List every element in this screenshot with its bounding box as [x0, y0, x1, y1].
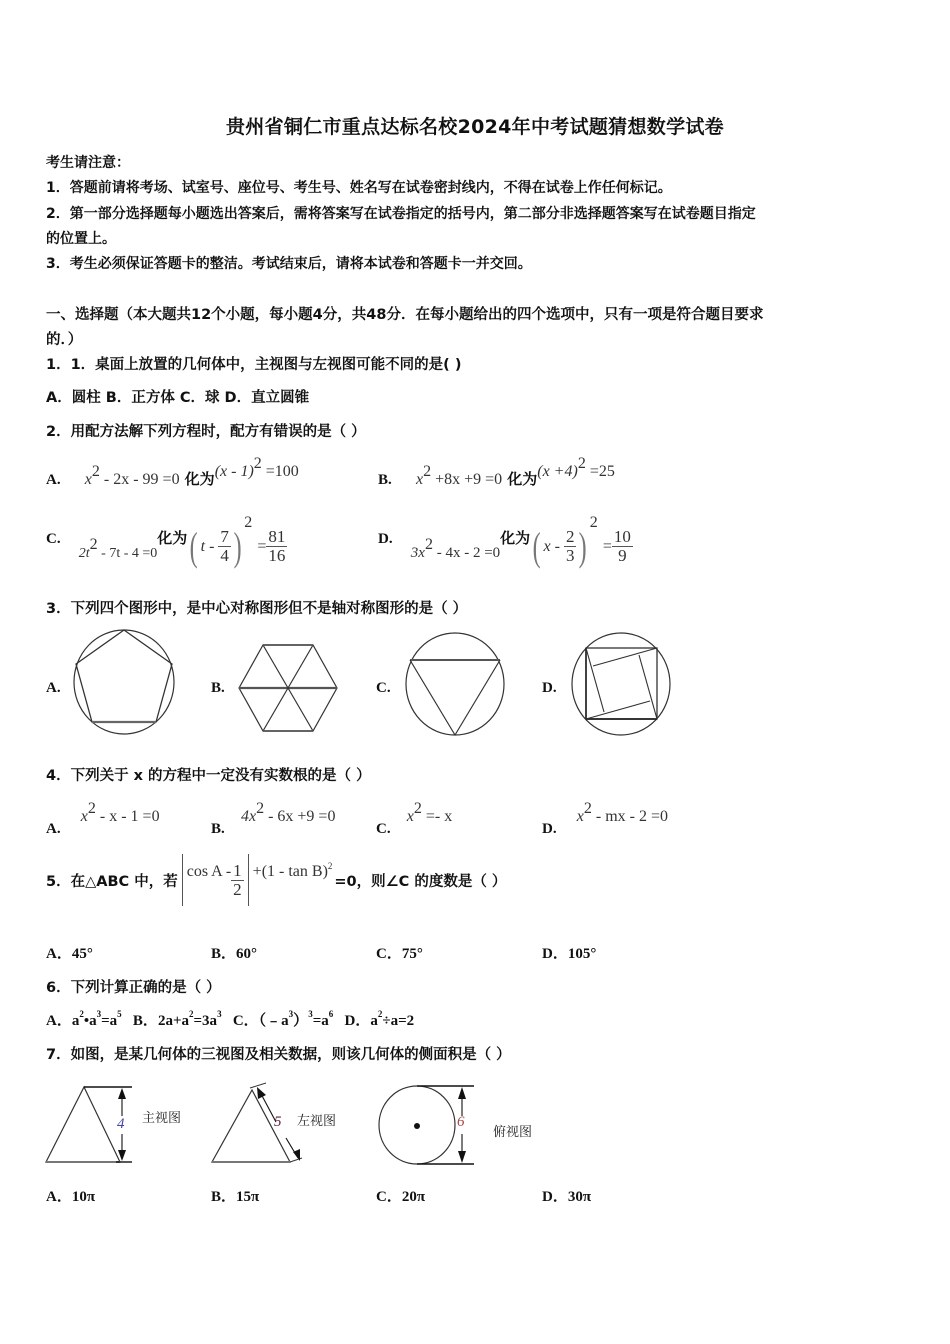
- stem-text: =0，则∠C 的度数是（ ）: [334, 873, 507, 890]
- math-expr: (x +4): [537, 463, 578, 480]
- math-expr: - 7t - 4 =0: [97, 546, 158, 561]
- equals: =: [602, 538, 612, 555]
- question-2-option-c[interactable]: [46, 514, 287, 576]
- option-label: B.: [211, 821, 225, 837]
- option-label: A.: [46, 472, 61, 488]
- figure-hexagon-with-diagonals[interactable]: [238, 644, 338, 732]
- right-paren: ): [579, 524, 588, 569]
- fraction: $\frac{10}{9}$: [613, 527, 631, 565]
- question-6-option-d[interactable]: D．$a^2\div a=2$: [344, 1009, 415, 1029]
- math-expr: - 4x - 2 =0: [432, 545, 501, 561]
- figure-triangle-in-circle[interactable]: [404, 632, 506, 736]
- fraction: $\frac{2}{3}$: [565, 527, 575, 565]
- math-expr: x: [415, 471, 424, 488]
- convert-word: 化为: [500, 529, 531, 547]
- question-2-option-b[interactable]: [378, 455, 615, 489]
- question-2-stem: 2．用配方法解下列方程时，配方有错误的是（ ）: [46, 424, 366, 440]
- option-label: D.: [378, 531, 393, 547]
- question-5-option-d[interactable]: D．105°: [542, 946, 597, 962]
- question-2-option-d[interactable]: [378, 514, 633, 576]
- math-expr: x -: [543, 538, 564, 555]
- math-expr: +8x +9 =0: [431, 471, 503, 488]
- question-1-stem: 1．1．桌面上放置的几何体中，主视图与左视图可能不同的是( ): [46, 357, 462, 373]
- front-view-label: 主视图: [142, 1111, 182, 1126]
- notice-item-1: 1．答题前请将考场、试室号、座位号、考生号、姓名写在试卷密封线内，不得在试卷上作任何标记。: [46, 180, 672, 196]
- question-6-option-a[interactable]: A．$a^2•a^3=a^5$: [46, 1009, 122, 1029]
- question-6-option-c[interactable]: C．$(﹣a^3)^3=a^6$: [232, 1009, 334, 1029]
- math-expr: t -: [200, 538, 219, 555]
- exponent: 2: [327, 861, 333, 871]
- convert-word: 化为: [157, 529, 188, 547]
- question-5-option-b[interactable]: B．60°: [211, 946, 258, 962]
- top-view-label: 俯视图: [493, 1125, 533, 1140]
- question-4-option-b[interactable]: [211, 800, 336, 837]
- math-expr: 2t: [78, 546, 90, 561]
- notice-heading: 考生请注意：: [46, 155, 130, 171]
- exponent: 2: [89, 536, 98, 553]
- right-paren: ): [233, 524, 242, 569]
- figure-front-view: [44, 1084, 140, 1166]
- math-expr: - 2x - 99 =0: [99, 471, 180, 488]
- left-view-dim: 5: [274, 1114, 282, 1130]
- question-7-stem: 7．如图，是某几何体的三视图及相关数据，则该几何体的侧面积是（ ）: [46, 1047, 511, 1063]
- math-expr: - x - 1 =0: [95, 808, 160, 825]
- notice-item-3: 3．考生必须保证答题卡的整洁。考试结束后，请将本试卷和答题卡一并交回。: [46, 256, 532, 272]
- question-2-option-a[interactable]: [46, 455, 299, 489]
- math-expr: (x - 1): [214, 463, 254, 480]
- exponent: 2: [244, 514, 253, 531]
- left-paren: (: [189, 524, 198, 569]
- question-5-stem: [46, 854, 506, 906]
- question-4-option-a[interactable]: [46, 800, 160, 837]
- exponent: 2: [589, 514, 598, 531]
- option-label: C.: [46, 531, 61, 547]
- equals: =: [257, 538, 267, 555]
- exponent: 2: [253, 455, 262, 472]
- math-expr: x: [84, 471, 92, 488]
- figure-left-view: [210, 1082, 306, 1168]
- question-7-option-b[interactable]: B．15π: [211, 1189, 260, 1205]
- exponent: 2: [413, 800, 422, 817]
- question-3-label-b[interactable]: B.: [211, 680, 225, 696]
- left-view-label: 左视图: [297, 1114, 337, 1129]
- question-7-option-a[interactable]: A．10π: [46, 1189, 96, 1205]
- math-expr: - 6x +9 =0: [264, 808, 336, 825]
- exponent: 2: [577, 455, 586, 472]
- question-3-label-d[interactable]: D.: [542, 680, 557, 696]
- stem-text: 5．在△ABC 中，若: [46, 873, 178, 890]
- fraction: $\frac{81}{16}$: [268, 527, 286, 565]
- math-expr: x: [80, 808, 88, 825]
- fraction: $\frac{1}{2}$: [233, 860, 242, 899]
- abs-bar-right: [248, 854, 249, 906]
- convert-word: 化为: [507, 470, 538, 488]
- math-expr: 4x: [240, 808, 257, 825]
- math-expr: =25: [585, 463, 615, 480]
- figure-pentagon-in-circle[interactable]: [72, 626, 178, 734]
- question-7-option-c[interactable]: C．20π: [376, 1189, 426, 1205]
- notice-item-2: 2．第一部分选择题每小题选出答案后，需将答案写在试卷指定的括号内，第二部分非选择题答案写在试卷题目指定: [46, 206, 756, 222]
- option-label: A.: [46, 821, 61, 837]
- question-1-options[interactable]: A．圆柱 B．正方体 C．球 D．直立圆锥: [46, 390, 310, 406]
- exponent: 2: [424, 536, 433, 553]
- section-heading: 一、选择题（本大题共12个小题，每小题4分，共48分．在每小题给出的四个选项中，只有一项是符合题目要求: [46, 307, 764, 323]
- question-5-option-c[interactable]: C．75°: [376, 946, 423, 962]
- math-expr: x: [406, 808, 414, 825]
- question-5-option-a[interactable]: A．45°: [46, 946, 93, 962]
- question-3-label-a[interactable]: A.: [46, 680, 61, 696]
- math-expr: - mx - 2 =0: [591, 808, 669, 825]
- exponent: 2: [256, 800, 265, 817]
- math-expr: +(1 - tan B): [252, 863, 328, 880]
- question-6-option-b[interactable]: B．$2a+a^2=3a^3$: [132, 1009, 222, 1029]
- convert-word: 化为: [184, 470, 215, 488]
- option-label: C.: [376, 821, 391, 837]
- exponent: 2: [91, 463, 100, 480]
- math-expr: =100: [261, 463, 299, 480]
- option-label: B.: [378, 472, 392, 488]
- question-4-option-d[interactable]: [542, 800, 669, 837]
- left-paren: (: [532, 524, 541, 569]
- question-4-stem: 4．下列关于 x 的方程中一定没有实数根的是（ ）: [46, 768, 371, 784]
- question-3-label-c[interactable]: C.: [376, 680, 391, 696]
- question-6-stem: 6．下列计算正确的是（ ）: [46, 980, 221, 996]
- exponent: 2: [423, 463, 432, 480]
- question-6-options: [46, 1009, 414, 1030]
- top-view-dim: 6: [457, 1114, 465, 1130]
- option-label: D.: [542, 821, 557, 837]
- math-expr: x: [576, 808, 584, 825]
- exponent: 2: [87, 800, 96, 817]
- math-expr: =- x: [421, 808, 453, 825]
- math-expr: cos A -: [186, 863, 232, 880]
- front-view-dim: 4: [117, 1116, 125, 1132]
- question-3-stem: 3．下列四个图形中，是中心对称图形但不是轴对称图形的是（ ）: [46, 601, 468, 617]
- page-title: 贵州省铜仁市重点达标名校2024年中考试题猜想数学试卷: [226, 116, 724, 138]
- question-7-option-d[interactable]: D．30π: [542, 1189, 592, 1205]
- fraction: $\frac{7}{4}$: [220, 527, 229, 565]
- exponent: 2: [583, 800, 592, 817]
- section-heading-cont: 的．）: [46, 332, 83, 348]
- notice-item-2-cont: 的位置上。: [46, 231, 116, 247]
- figure-square-pythagoras-in-circle[interactable]: [570, 632, 672, 736]
- abs-bar-left: [182, 854, 183, 906]
- question-4-option-c[interactable]: [376, 800, 453, 837]
- math-expr: 3x: [410, 545, 425, 561]
